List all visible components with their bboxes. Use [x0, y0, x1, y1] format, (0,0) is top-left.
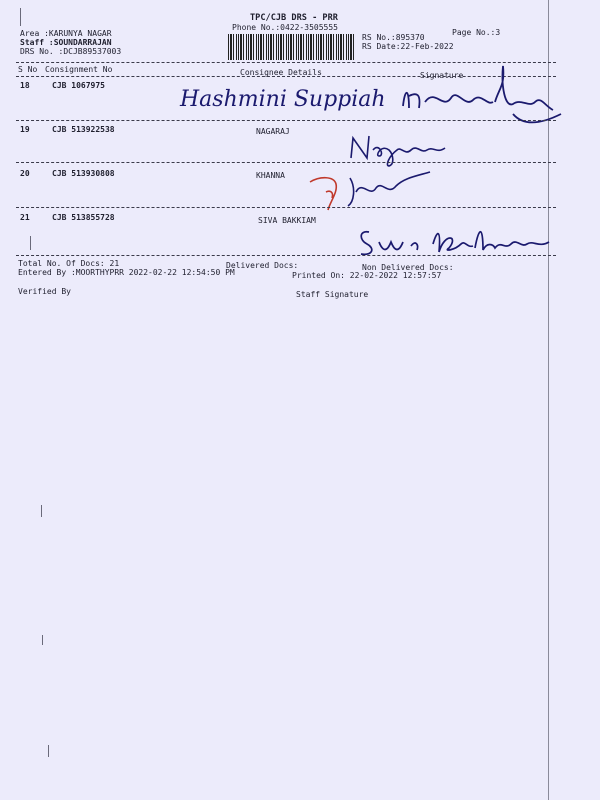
row-sno: 21: [20, 213, 30, 222]
document-title: TPC/CJB DRS - PRR: [250, 13, 338, 23]
rs-date: RS Date:22-Feb-2022: [362, 42, 454, 51]
total-docs: Total No. Of Docs: 21: [18, 259, 120, 268]
area-label: Area :KARUNYA NAGAR: [20, 29, 112, 38]
scan-mark: [41, 505, 42, 517]
divider: [16, 207, 556, 208]
delivered-docs: Delivered Docs:: [226, 261, 299, 270]
signature-image: [355, 222, 555, 262]
page-number: Page No.:3: [452, 28, 501, 37]
row-consignment-number: CJB 513855728: [52, 213, 115, 222]
row-consignee-name: SIVA BAKKIAM: [258, 216, 316, 225]
row-consignment-number: CJB 1067975: [52, 81, 105, 90]
staff-label: Staff :SOUNDARRAJAN: [20, 38, 112, 47]
row-sno: 20: [20, 169, 30, 178]
column-header-consignment: Consignment No: [45, 65, 113, 74]
handwritten-consignee-name: Hashmini Suppiah: [180, 87, 386, 112]
row-consignment-number: CJB 513922538: [52, 125, 115, 134]
divider: [16, 255, 556, 256]
scan-mark: [42, 635, 43, 645]
column-header-consignee: Consignee Details: [240, 68, 322, 77]
row-consignment-number: CJB 513930808: [52, 169, 115, 178]
column-header-signature: Signature: [420, 71, 464, 80]
scan-mark: [30, 236, 31, 250]
signature-image: [395, 58, 565, 128]
barcode-image: [228, 34, 354, 60]
staff-signature: Staff Signature: [296, 290, 369, 299]
row-sno: 19: [20, 125, 30, 134]
row-consignee-name: KHANNA: [256, 171, 285, 180]
verified-by: Verified By: [18, 287, 71, 296]
drs-number: DRS No. :DCJB89537003: [20, 47, 122, 56]
column-header-sno: S No: [18, 65, 38, 74]
entered-by: Entered By :MOORTHYPRR 2022-02-22 12:54:50 PM: [18, 268, 235, 277]
scan-mark: [48, 745, 49, 757]
row-sno: 18: [20, 81, 30, 90]
phone-number: Phone No.:0422-3505555: [232, 23, 338, 32]
rs-number: RS No.:895370: [362, 33, 425, 42]
divider: [16, 162, 556, 163]
non-delivered-docs: Non Delivered Docs:: [362, 263, 454, 272]
row-consignee-name: NAGARAJ: [256, 127, 290, 136]
scan-mark: [20, 8, 21, 26]
divider: [16, 120, 556, 121]
printed-on: Printed On: 22-02-2022 12:57:57: [292, 271, 442, 280]
